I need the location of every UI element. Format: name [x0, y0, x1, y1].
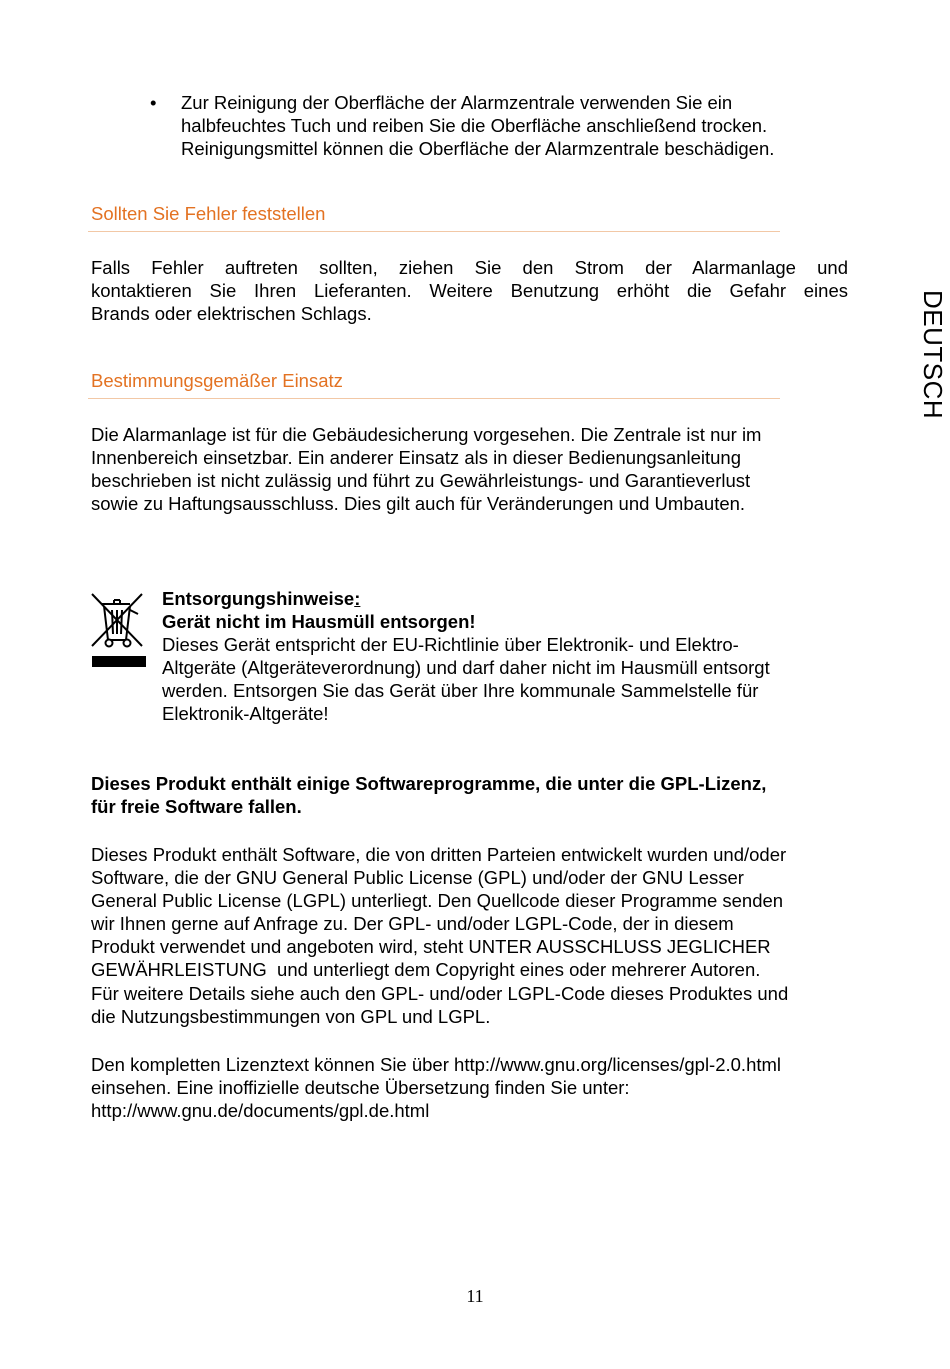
- language-side-tab: DEUTSCH: [918, 290, 948, 420]
- disposal-line: Elektronik-Altgeräte!: [162, 703, 329, 724]
- crossed-out-wheelie-bin-icon: [90, 590, 148, 672]
- license-link-line[interactable]: http://www.gnu.de/documents/gpl.de.html: [91, 1100, 430, 1121]
- paragraph-line: kontaktieren Sie Ihren Lieferanten. Weitere Benutzung erhöht die Gefahr eines: [91, 280, 848, 301]
- gpl-paragraph-line: Software, die der GNU General Public License (GPL) und/oder der GNU Lesser: [91, 867, 744, 888]
- bullet-line: Reinigungsmittel können die Oberfläche der Alarmzentrale beschädigen.: [181, 138, 775, 159]
- disposal-title-text: Entsorgungshinweise: [162, 588, 355, 609]
- disposal-line: Dieses Gerät entspricht der EU-Richtlinie über Elektronik- und Elektro-: [162, 634, 739, 655]
- gpl-paragraph-line: GEWÄHRLEISTUNG und unterliegt dem Copyright eines oder mehrerer Autoren.: [91, 959, 761, 980]
- paragraph-line: sowie zu Haftungsausschluss. Dies gilt auch für Veränderungen und Umbauten.: [91, 493, 746, 514]
- page-number: 11: [466, 1286, 484, 1306]
- license-line: einsehen. Eine inoffizielle deutsche Übersetzung finden Sie unter:: [91, 1077, 630, 1098]
- paragraph-line: Innenbereich einsetzbar. Ein anderer Einsatz als in dieser Bedienungsanleitung: [91, 447, 741, 468]
- gpl-paragraph-line: wir Ihnen gerne auf Anfrage zu. Der GPL- und/oder LGPL-Code, der in diesem: [91, 913, 734, 934]
- gpl-paragraph-line: die Nutzungsbestimmungen von GPL und LGPL.: [91, 1006, 491, 1027]
- disposal-line: Altgeräte (Altgeräteverordnung) und darf daher nicht im Hausmüll entsorgt: [162, 657, 770, 678]
- bullet-line: Zur Reinigung der Oberfläche der Alarmzentrale verwenden Sie ein: [181, 92, 733, 113]
- paragraph-line: Falls Fehler auftreten sollten, ziehen Sie den Strom der Alarmanlage und: [91, 257, 848, 278]
- heading-divider: [88, 231, 780, 232]
- disposal-title-colon: :: [354, 588, 361, 609]
- paragraph-line: Brands oder elektrischen Schlags.: [91, 303, 372, 324]
- bullet-line: halbfeuchtes Tuch und reiben Sie die Oberfläche anschließend trocken.: [181, 115, 768, 136]
- bullet-symbol: •: [150, 92, 157, 113]
- gpl-paragraph-line: Für weitere Details siehe auch den GPL- und/oder LGPL-Code dieses Produktes und: [91, 983, 789, 1004]
- license-line: Den kompletten Lizenztext können Sie über http://www.gnu.org/licenses/gpl-2.0.html: [91, 1054, 782, 1075]
- gpl-paragraph-line: Produkt verwendet und angeboten wird, steht UNTER AUSSCHLUSS JEGLICHER: [91, 936, 771, 957]
- section-heading-errors: Sollten Sie Fehler feststellen: [91, 203, 326, 224]
- disposal-line: werden. Entsorgen Sie das Gerät über Ihre kommunale Sammelstelle für: [162, 680, 759, 701]
- heading-divider: [88, 398, 780, 399]
- gpl-notice-line: für freie Software fallen.: [91, 796, 302, 817]
- gpl-paragraph-line: General Public License (LGPL) unterliegt. Den Quellcode dieser Programme senden: [91, 890, 784, 911]
- paragraph-line: Die Alarmanlage ist für die Gebäudesicherung vorgesehen. Die Zentrale ist nur im: [91, 424, 762, 445]
- gpl-notice-line: Dieses Produkt enthält einige Softwareprogramme, die unter die GPL-Lizenz,: [91, 773, 767, 794]
- section-heading-intended-use: Bestimmungsgemäßer Einsatz: [91, 370, 343, 391]
- paragraph-line: beschrieben ist nicht zulässig und führt zu Gewährleistungs- und Garantieverlust: [91, 470, 751, 491]
- disposal-title: [162, 587, 360, 610]
- disposal-subtitle: Gerät nicht im Hausmüll entsorgen!: [162, 611, 476, 632]
- gpl-paragraph-line: Dieses Produkt enthält Software, die von dritten Parteien entwickelt wurden und/oder: [91, 844, 787, 865]
